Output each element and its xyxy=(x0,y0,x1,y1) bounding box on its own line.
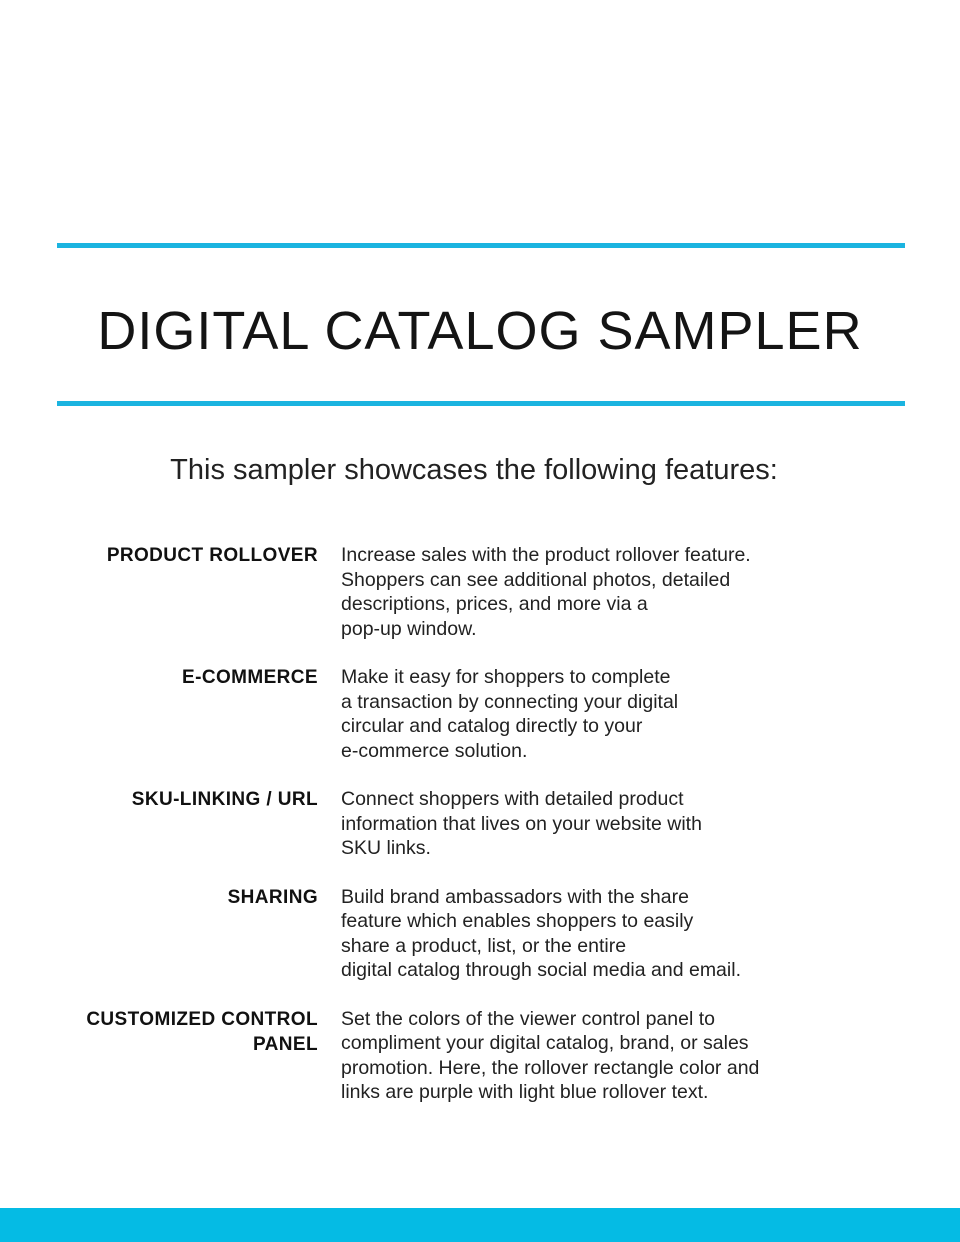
feature-description: Connect shoppers with detailed product information that lives on your website with SKU links. xyxy=(341,788,702,859)
feature-product-rollover xyxy=(0,543,960,641)
feature-e-commerce xyxy=(0,665,960,763)
feature-list xyxy=(0,543,960,1129)
page-title: DIGITAL CATALOG SAMPLER xyxy=(97,301,863,361)
feature-description: Increase sales with the product rollover feature. Shoppers can see additional photos, detailed descriptions, prices, and more via a pop-up window. xyxy=(341,544,751,640)
top-divider xyxy=(57,243,905,248)
feature-label: CUSTOMIZED CONTROL PANEL xyxy=(86,1008,318,1055)
feature-description: Build brand ambassadors with the share feature which enables shoppers to easily share a product, list, or the entire digital catalog through social media and email. xyxy=(341,885,741,981)
feature-label: E-COMMERCE xyxy=(182,667,318,688)
intro-text: This sampler showcases the following features: xyxy=(170,454,778,486)
feature-customized-control-panel xyxy=(0,1007,960,1105)
feature-sku-linking xyxy=(0,787,960,861)
feature-label: SKU-LINKING / URL xyxy=(131,789,318,810)
feature-label: SHARING xyxy=(227,886,318,908)
footer-bar xyxy=(0,1208,960,1242)
feature-description: Set the colors of the viewer control panel to compliment your digital catalog, brand, or sales promotion. Here, the rollover rectangle color and links are purple with light blue rollover text. xyxy=(341,1007,760,1103)
feature-description: Make it easy for shoppers to complete a transaction by connecting your digital circular and catalog directly to your e-commerce solution. xyxy=(341,666,679,762)
feature-sharing xyxy=(0,885,960,983)
bottom-divider xyxy=(57,401,905,406)
feature-label: PRODUCT ROLLOVER xyxy=(106,545,318,566)
